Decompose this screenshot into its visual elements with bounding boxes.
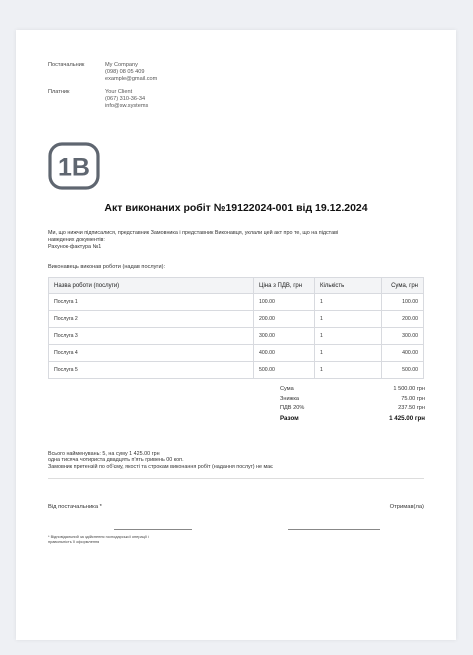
grand-total-value: 1 425.00 грн: [389, 414, 425, 422]
cell-price: 300.00: [254, 328, 315, 345]
cell-quantity: 1: [315, 362, 382, 379]
payer-email: info@sw.systems: [105, 103, 149, 109]
totals-block: [280, 386, 425, 424]
table-row: [49, 345, 424, 362]
header-quantity: Кількість: [315, 278, 382, 294]
cell-sum: 200.00: [382, 311, 424, 328]
cell-sum: 300.00: [382, 328, 424, 345]
header-name: Назва роботи (послуги): [49, 278, 254, 294]
summary-line-2: одна тисяча чотириста двадцять п'ять гривень 00 коп.: [48, 457, 184, 464]
total-sum-value: 1 500.00 грн: [393, 386, 425, 392]
cell-sum: 400.00: [382, 345, 424, 362]
payer-block: [48, 89, 157, 110]
supplier-label: Постачальник: [48, 62, 85, 68]
company-logo: [48, 142, 100, 190]
cell-name: Послуга 1: [49, 294, 254, 311]
divider: [48, 478, 424, 479]
supplier-phone: (098) 08 05 409: [105, 69, 145, 75]
cell-name: Послуга 2: [49, 311, 254, 328]
total-sum-label: Сума: [280, 386, 294, 392]
intro-line-2: наведених документів:: [48, 237, 105, 243]
header-price: Ціна з ПДВ, грн: [254, 278, 315, 294]
signature-footnote: [48, 534, 198, 544]
supplier-name: My Company: [105, 62, 138, 68]
items-table: [48, 277, 424, 379]
payer-label: Платник: [48, 89, 70, 95]
supplier-block: [48, 62, 157, 83]
recipient-signature-line: [288, 529, 380, 530]
logo-text: 1B: [58, 153, 90, 182]
cell-price: 400.00: [254, 345, 315, 362]
cell-price: 500.00: [254, 362, 315, 379]
table-row: [49, 294, 424, 311]
summary-line-1: Всього найменувань: 5, на суму 1 425.00 грн: [48, 451, 160, 457]
vat-value: 237.50 грн: [398, 405, 425, 411]
recipient-signature-label: Отримав(ла): [389, 504, 424, 510]
supplier-signature-label: Від постачальника *: [48, 504, 102, 510]
grand-total-label: Разом: [280, 414, 299, 422]
cell-quantity: 1: [315, 328, 382, 345]
discount-label: Знижка: [280, 395, 300, 402]
table-row: [49, 311, 424, 328]
footnote-line-2: правильність її оформлення: [48, 539, 100, 544]
supplier-email: example@gmail.com: [105, 76, 158, 82]
table-row: [49, 362, 424, 379]
table-row: [49, 328, 424, 345]
cell-sum: 100.00: [382, 294, 424, 311]
cell-name: Послуга 5: [49, 362, 254, 379]
vat-row: [280, 405, 425, 415]
works-label: Виконавець виконав роботи (надав послуги):: [48, 264, 166, 270]
discount-value: 75.00 грн: [401, 395, 425, 402]
parties-block: [48, 62, 157, 116]
intro-text: [48, 230, 418, 251]
intro-line-1: Ми, що нижчи підписалися, представник Замовника і представник Виконавця, уклали цей акт про те, що на підставі: [48, 230, 339, 236]
summary-line-3: Замовник претензій по об'єму, якості та строкам виконання робіт (надання послуг) не має: [48, 463, 273, 470]
grand-total-row: [280, 415, 425, 425]
header-sum: Сума, грн: [382, 278, 424, 294]
supplier-signature-line: [114, 529, 192, 530]
payer-phone: (067) 310-36-34: [105, 96, 146, 102]
cell-price: 200.00: [254, 311, 315, 328]
cell-quantity: 1: [315, 294, 382, 311]
cell-sum: 500.00: [382, 362, 424, 379]
discount-row: [280, 396, 425, 406]
document-title: Акт виконаних робіт №19122024-001 від 19.12.2024: [104, 202, 368, 214]
footnote-line-1: * Відповідальний за здійснення господарської операції і: [48, 534, 149, 539]
cell-quantity: 1: [315, 311, 382, 328]
total-sum-row: [280, 386, 425, 396]
intro-document: Рахунок-фактура №1: [48, 244, 102, 250]
cell-price: 100.00: [254, 294, 315, 311]
vat-label: ПДВ 20%: [280, 405, 305, 411]
cell-quantity: 1: [315, 345, 382, 362]
cell-name: Послуга 3: [49, 328, 254, 345]
table-header-row: [49, 278, 424, 294]
summary-text: [48, 451, 424, 470]
cell-name: Послуга 4: [49, 345, 254, 362]
document-page: [16, 30, 456, 640]
payer-name: Your Client: [105, 89, 133, 95]
